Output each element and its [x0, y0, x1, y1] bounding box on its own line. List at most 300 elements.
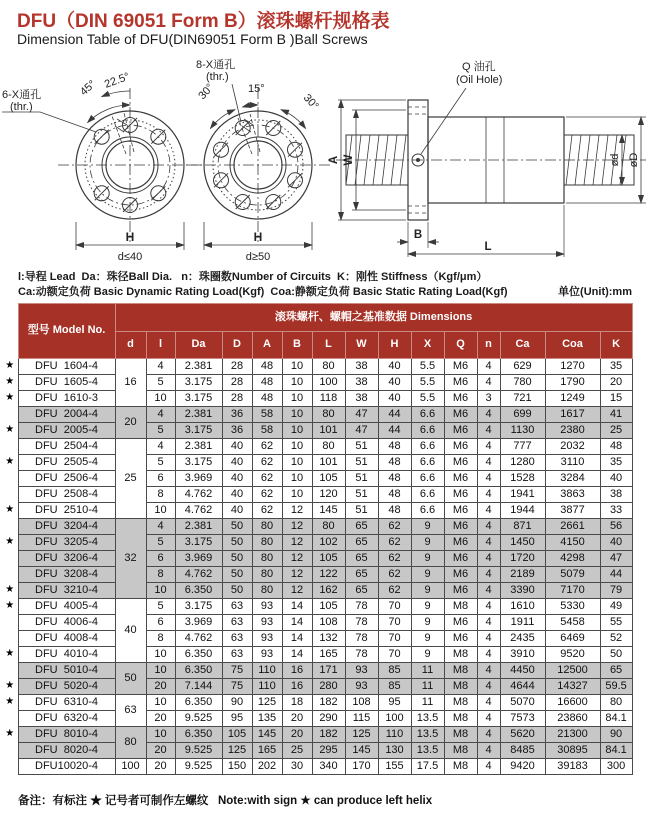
model-cell: DFU 5020-4	[18, 679, 115, 695]
value-cell: 5620	[500, 727, 545, 743]
oil-hole-label-zh: Q 油孔	[462, 61, 496, 73]
left-helix-star: ★	[5, 376, 15, 388]
dimension-table	[2, 303, 633, 775]
value-cell: 80	[252, 551, 282, 567]
dim-d-small-label: ød	[609, 153, 621, 167]
value-cell: 7.144	[175, 679, 222, 695]
value-cell: 9	[411, 615, 444, 631]
value-cell: 12	[282, 583, 312, 599]
value-cell: 51	[345, 471, 378, 487]
value-cell: 48	[378, 439, 411, 455]
value-cell: 62	[252, 455, 282, 471]
value-cell: 21300	[545, 727, 600, 743]
value-cell: 16	[282, 679, 312, 695]
value-cell: M8	[444, 599, 477, 615]
left-helix-star: ★	[5, 456, 15, 468]
value-cell: 10	[282, 391, 312, 407]
model-cell: DFU 2005-4	[18, 423, 115, 439]
value-cell: 165	[312, 647, 345, 663]
value-cell: 4	[146, 439, 175, 455]
oil-hole-label-en: (Oil Hole)	[456, 74, 503, 86]
value-cell: 16600	[545, 695, 600, 711]
value-cell: 1720	[500, 551, 545, 567]
left-helix-star: ★	[5, 392, 15, 404]
dim-a-label: A	[328, 155, 340, 165]
value-cell: M6	[444, 423, 477, 439]
value-cell: 9420	[500, 759, 545, 775]
value-cell: 65	[345, 519, 378, 535]
value-cell: 49	[600, 599, 632, 615]
value-cell: 4	[477, 615, 500, 631]
value-cell: 13.5	[411, 711, 444, 727]
value-cell: 16	[282, 663, 312, 679]
value-cell: 59.5	[600, 679, 632, 695]
value-cell: 14	[282, 647, 312, 663]
value-cell: 125	[222, 743, 252, 759]
value-cell: M8	[444, 663, 477, 679]
value-cell: 48	[378, 503, 411, 519]
value-cell: 63	[222, 599, 252, 615]
value-cell: 6.6	[411, 407, 444, 423]
value-cell: 3.175	[175, 455, 222, 471]
value-cell: 105	[222, 727, 252, 743]
left-helix-star	[2, 663, 18, 679]
table-row	[2, 407, 632, 423]
value-cell: 10	[282, 439, 312, 455]
value-cell: 182	[312, 727, 345, 743]
table-row	[2, 567, 632, 583]
value-cell: M8	[444, 727, 477, 743]
value-cell: 5	[146, 535, 175, 551]
value-cell: 3.969	[175, 615, 222, 631]
value-cell: 40	[222, 487, 252, 503]
value-cell: 20	[146, 679, 175, 695]
value-cell: 6.6	[411, 455, 444, 471]
value-cell: 48	[600, 439, 632, 455]
value-cell: M6	[444, 503, 477, 519]
value-cell: 9	[411, 599, 444, 615]
value-cell: 47	[345, 407, 378, 423]
value-cell: 122	[312, 567, 345, 583]
value-cell: 17.5	[411, 759, 444, 775]
value-cell: 93	[345, 663, 378, 679]
unit-label: 单位(Unit):mm	[558, 286, 632, 298]
value-cell: 4.762	[175, 487, 222, 503]
col-header-W: W	[345, 332, 378, 359]
dim-b-label: B	[413, 229, 423, 241]
col-header-K: K	[600, 332, 632, 359]
value-cell: 58	[252, 407, 282, 423]
value-cell: 51	[345, 487, 378, 503]
table-row	[2, 455, 632, 471]
value-cell: 9	[411, 647, 444, 663]
left-helix-star: ★	[5, 584, 15, 596]
value-cell: 58	[252, 423, 282, 439]
table-row	[2, 615, 632, 631]
value-cell: 1280	[500, 455, 545, 471]
table-row	[2, 759, 632, 775]
footnote: 备注：有标注 ★ 记号者可制作左螺纹 Note:with sign ★ can produce left helix	[18, 795, 433, 807]
col-header-l: l	[146, 332, 175, 359]
value-cell: 1270	[545, 359, 600, 375]
value-cell: 162	[312, 583, 345, 599]
model-cell: DFU 2004-4	[18, 407, 115, 423]
value-cell: 23860	[545, 711, 600, 727]
dim-w-label: W	[343, 154, 355, 166]
value-cell: M6	[444, 583, 477, 599]
col-header-L: L	[312, 332, 345, 359]
value-cell: 40	[222, 439, 252, 455]
col-header-A: A	[252, 332, 282, 359]
value-cell: 9520	[545, 647, 600, 663]
value-cell: 4	[477, 599, 500, 615]
table-row	[2, 375, 632, 391]
value-cell: 4	[477, 487, 500, 503]
value-cell: 4	[477, 695, 500, 711]
value-cell: 2.381	[175, 519, 222, 535]
value-cell: 70	[378, 599, 411, 615]
model-cell: DFU 4006-4	[18, 615, 115, 631]
value-cell: 9	[411, 583, 444, 599]
value-cell: 4	[477, 375, 500, 391]
value-cell: 5.5	[411, 359, 444, 375]
value-cell: 40	[378, 391, 411, 407]
value-cell: 202	[252, 759, 282, 775]
value-cell: 62	[378, 583, 411, 599]
value-cell: 62	[252, 487, 282, 503]
value-cell: 12	[282, 535, 312, 551]
left-helix-star	[2, 439, 18, 455]
value-cell: 93	[252, 599, 282, 615]
value-cell: 4	[477, 359, 500, 375]
value-cell: 14327	[545, 679, 600, 695]
left-helix-star	[2, 567, 18, 583]
value-cell: 101	[312, 423, 345, 439]
left-helix-star: ★	[5, 504, 15, 516]
table-row	[2, 471, 632, 487]
value-cell: 8	[146, 487, 175, 503]
value-cell: 84.1	[600, 743, 632, 759]
model-cell: DFU 4005-4	[18, 599, 115, 615]
value-cell: 9.525	[175, 759, 222, 775]
value-cell: 110	[378, 727, 411, 743]
value-cell: 9	[411, 535, 444, 551]
value-cell: 5070	[500, 695, 545, 711]
value-cell: 4	[477, 455, 500, 471]
angle-45-label: 45°	[77, 78, 99, 99]
value-cell: 1528	[500, 471, 545, 487]
value-cell: 10	[146, 695, 175, 711]
value-cell: 3	[477, 391, 500, 407]
left-helix-star: ★	[5, 536, 15, 548]
value-cell: 4.762	[175, 631, 222, 647]
value-cell: 48	[378, 455, 411, 471]
d-cell: 100	[115, 759, 146, 775]
value-cell: 4	[477, 663, 500, 679]
value-cell: 10	[282, 471, 312, 487]
value-cell: 12	[282, 519, 312, 535]
col-header-B: B	[282, 332, 312, 359]
value-cell: 125	[252, 695, 282, 711]
value-cell: 6.350	[175, 663, 222, 679]
legend-ca-coa: Ca:动额定负荷 Basic Dynamic Rating Load(Kgf) Coa:静额定负荷 Basic Static Rating Load(Kgf)	[18, 286, 508, 298]
value-cell: 10	[282, 455, 312, 471]
value-cell: 40	[378, 359, 411, 375]
value-cell: 15	[600, 391, 632, 407]
value-cell: 1911	[500, 615, 545, 631]
value-cell: 108	[345, 695, 378, 711]
value-cell: 47	[600, 551, 632, 567]
value-cell: 40	[600, 535, 632, 551]
value-cell: 78	[345, 631, 378, 647]
table-row	[2, 727, 632, 743]
value-cell: 63	[222, 615, 252, 631]
value-cell: 145	[312, 503, 345, 519]
value-cell: 10	[282, 487, 312, 503]
model-cell: DFU 3206-4	[18, 551, 115, 567]
value-cell: 63	[222, 647, 252, 663]
value-cell: 4	[477, 583, 500, 599]
value-cell: 36	[222, 423, 252, 439]
value-cell: 7170	[545, 583, 600, 599]
model-cell: DFU 3204-4	[18, 519, 115, 535]
table-row	[2, 695, 632, 711]
value-cell: 65	[345, 551, 378, 567]
value-cell: 10	[146, 391, 175, 407]
value-cell: 295	[312, 743, 345, 759]
value-cell: 10	[146, 727, 175, 743]
value-cell: 62	[252, 439, 282, 455]
value-cell: 1941	[500, 487, 545, 503]
value-cell: 9.525	[175, 743, 222, 759]
table-row	[2, 743, 632, 759]
value-cell: 110	[252, 679, 282, 695]
value-cell: 4	[477, 679, 500, 695]
value-cell: 65	[600, 663, 632, 679]
model-cell: DFU 1610-3	[18, 391, 115, 407]
value-cell: 8	[146, 631, 175, 647]
value-cell: 9	[411, 551, 444, 567]
value-cell: 3110	[545, 455, 600, 471]
value-cell: 6	[146, 551, 175, 567]
value-cell: 721	[500, 391, 545, 407]
col-header-Ca: Ca	[500, 332, 545, 359]
value-cell: 30	[282, 759, 312, 775]
value-cell: 50	[222, 535, 252, 551]
value-cell: M6	[444, 535, 477, 551]
value-cell: 1610	[500, 599, 545, 615]
value-cell: 14	[282, 631, 312, 647]
value-cell: 47	[345, 423, 378, 439]
value-cell: 18	[282, 695, 312, 711]
value-cell: 4	[477, 423, 500, 439]
value-cell: 4	[477, 647, 500, 663]
value-cell: 70	[378, 631, 411, 647]
table-row	[2, 711, 632, 727]
value-cell: 4	[477, 759, 500, 775]
star-column-header	[2, 304, 18, 359]
value-cell: 65	[345, 567, 378, 583]
value-cell: 50	[222, 551, 252, 567]
value-cell: 3.969	[175, 551, 222, 567]
value-cell: 75	[222, 663, 252, 679]
value-cell: 12	[282, 551, 312, 567]
value-cell: 10	[282, 359, 312, 375]
model-cell: DFU 8020-4	[18, 743, 115, 759]
value-cell: 62	[378, 535, 411, 551]
dim-d50-label: d≥50	[245, 251, 271, 263]
model-cell: DFU 1605-4	[18, 375, 115, 391]
model-cell: DFU 2505-4	[18, 455, 115, 471]
model-cell: DFU 4008-4	[18, 631, 115, 647]
value-cell: 100	[378, 711, 411, 727]
legend-line2	[18, 283, 632, 299]
value-cell: 75	[222, 679, 252, 695]
left-helix-star: ★	[5, 360, 15, 372]
value-cell: 65	[345, 535, 378, 551]
left-helix-star: ★	[5, 680, 15, 692]
left-helix-star	[2, 631, 18, 647]
value-cell: 14	[282, 599, 312, 615]
value-cell: 79	[600, 583, 632, 599]
value-cell: 118	[312, 391, 345, 407]
value-cell: 80	[252, 567, 282, 583]
col-header-d: d	[115, 332, 146, 359]
drawing-svg	[0, 56, 650, 266]
value-cell: 4298	[545, 551, 600, 567]
value-cell: 30895	[545, 743, 600, 759]
value-cell: M8	[444, 711, 477, 727]
table-row	[2, 359, 632, 375]
left-helix-star: ★	[5, 424, 15, 436]
value-cell: 95	[378, 695, 411, 711]
value-cell: 40	[222, 455, 252, 471]
col-header-D: D	[222, 332, 252, 359]
left-helix-star	[2, 471, 18, 487]
table-row	[2, 599, 632, 615]
value-cell: 25	[600, 423, 632, 439]
value-cell: 6.6	[411, 487, 444, 503]
left-helix-star	[2, 487, 18, 503]
value-cell: 3.175	[175, 599, 222, 615]
value-cell: 165	[252, 743, 282, 759]
value-cell: M6	[444, 567, 477, 583]
value-cell: 50	[222, 583, 252, 599]
value-cell: 90	[600, 727, 632, 743]
left-helix-star: ★	[5, 728, 15, 740]
value-cell: 300	[600, 759, 632, 775]
value-cell: 6.350	[175, 583, 222, 599]
model-cell: DFU10020-4	[18, 759, 115, 775]
value-cell: 4	[477, 743, 500, 759]
value-cell: 4	[146, 519, 175, 535]
value-cell: 25	[282, 743, 312, 759]
value-cell: 78	[345, 599, 378, 615]
value-cell: 10	[282, 407, 312, 423]
value-cell: 4	[477, 519, 500, 535]
model-cell: DFU 3205-4	[18, 535, 115, 551]
left-helix-star	[2, 551, 18, 567]
table-row	[2, 663, 632, 679]
value-cell: 11	[411, 679, 444, 695]
value-cell: 51	[345, 503, 378, 519]
d-cell: 25	[115, 439, 146, 519]
left-helix-star	[2, 615, 18, 631]
table-row	[2, 583, 632, 599]
table-row	[2, 423, 632, 439]
value-cell: 105	[312, 599, 345, 615]
value-cell: 36	[222, 407, 252, 423]
value-cell: 35	[600, 455, 632, 471]
value-cell: 28	[222, 391, 252, 407]
value-cell: 38	[600, 487, 632, 503]
value-cell: 51	[345, 439, 378, 455]
value-cell: 80	[312, 439, 345, 455]
value-cell: M8	[444, 743, 477, 759]
value-cell: 80	[600, 695, 632, 711]
value-cell: 50	[600, 647, 632, 663]
value-cell: 629	[500, 359, 545, 375]
value-cell: 9.525	[175, 711, 222, 727]
value-cell: M8	[444, 759, 477, 775]
col-header-X: X	[411, 332, 444, 359]
value-cell: 2661	[545, 519, 600, 535]
col-header-Coa: Coa	[545, 332, 600, 359]
value-cell: 105	[312, 471, 345, 487]
value-cell: M6	[444, 615, 477, 631]
table-row	[2, 439, 632, 455]
value-cell: 171	[312, 663, 345, 679]
left-helix-star	[2, 407, 18, 423]
value-cell: 10	[146, 503, 175, 519]
six-hole-thr-label: (thr.)	[10, 101, 33, 113]
value-cell: 62	[252, 471, 282, 487]
eight-hole-label: 8-X通孔	[196, 59, 236, 71]
value-cell: 777	[500, 439, 545, 455]
value-cell: 4450	[500, 663, 545, 679]
value-cell: 1944	[500, 503, 545, 519]
value-cell: 5	[146, 599, 175, 615]
value-cell: 48	[378, 487, 411, 503]
value-cell: 290	[312, 711, 345, 727]
value-cell: 40	[600, 471, 632, 487]
value-cell: 101	[312, 455, 345, 471]
value-cell: 3.175	[175, 375, 222, 391]
value-cell: 80	[252, 535, 282, 551]
value-cell: 6.6	[411, 423, 444, 439]
ballscrew-side-view	[336, 88, 646, 257]
value-cell: 280	[312, 679, 345, 695]
value-cell: 2.381	[175, 439, 222, 455]
angle-30-left-label: 30°	[196, 81, 217, 103]
value-cell: 62	[378, 519, 411, 535]
table-row	[2, 519, 632, 535]
value-cell: 130	[378, 743, 411, 759]
value-cell: 3284	[545, 471, 600, 487]
model-cell: DFU 6320-4	[18, 711, 115, 727]
value-cell: 93	[252, 615, 282, 631]
value-cell: 80	[312, 519, 345, 535]
value-cell: 6.350	[175, 695, 222, 711]
table-row	[2, 535, 632, 551]
value-cell: 62	[252, 503, 282, 519]
d-cell: 80	[115, 727, 146, 759]
value-cell: 699	[500, 407, 545, 423]
d-cell: 16	[115, 359, 146, 407]
left-helix-star: ★	[5, 600, 15, 612]
value-cell: 4	[477, 551, 500, 567]
value-cell: 48	[252, 391, 282, 407]
